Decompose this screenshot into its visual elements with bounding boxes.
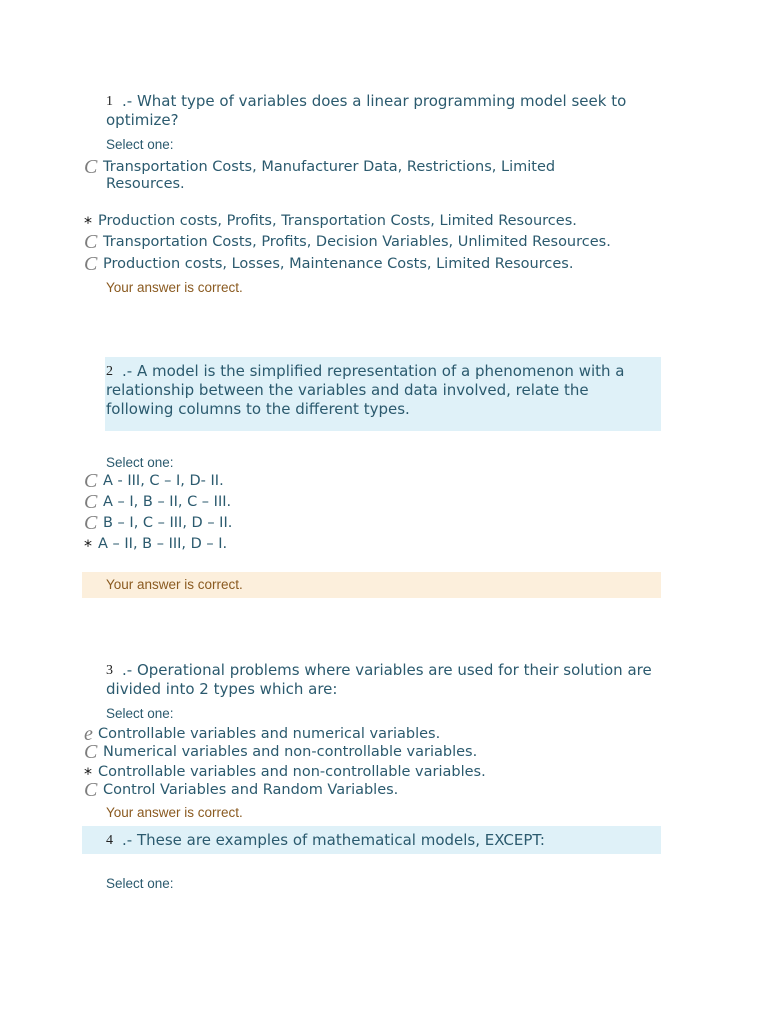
question-4-select-label: Select one: [106,876,174,891]
unselected-radio-icon[interactable]: C [84,253,98,275]
question-3-feedback: Your answer is correct. [106,805,243,820]
unselected-radio-icon[interactable]: e [84,723,93,745]
question-2-option-3-text: B – I, C – III, D – II. [103,515,233,531]
question-1-number: 1 [106,94,113,109]
question-1-option-3-text: Transportation Costs, Profits, Decision Variables, Unlimited Resources. [103,234,611,250]
question-2-option-2-text: A – I, B – II, C – III. [103,494,232,510]
unselected-radio-icon[interactable]: C [84,512,98,534]
question-2-select-label: Select one: [106,455,174,470]
question-1-feedback: Your answer is correct. [106,280,243,295]
question-3-option-3-text: Controllable variables and non-controllable variables. [98,764,486,780]
unselected-radio-icon[interactable]: C [84,491,98,513]
selected-answer-icon[interactable]: * [84,213,92,232]
question-3-option-4-text: Control Variables and Random Variables. [103,782,399,798]
unselected-radio-icon[interactable]: C [84,470,98,492]
question-1 [0,0,768,300]
question-1-text: .- What type of variables does a linear programming model seek to optimize? [106,92,627,129]
selected-answer-icon[interactable]: * [84,536,92,555]
question-3-number: 3 [106,663,113,678]
unselected-radio-icon[interactable]: C [84,779,98,801]
question-1-option-4-text: Production costs, Losses, Maintenance Costs, Limited Resources. [103,256,574,272]
question-2-feedback: Your answer is correct. [106,577,243,592]
question-1-option-1-text: Transportation Costs, Manufacturer Data, Restrictions, Limited Resources. [103,159,556,192]
question-3-option-1-text: Controllable variables and numerical variables. [98,726,441,742]
unselected-radio-icon[interactable]: C [84,156,98,178]
selected-answer-icon[interactable]: * [84,764,92,783]
question-1-select-label: Select one: [106,137,174,152]
unselected-radio-icon[interactable]: C [84,231,98,253]
question-4-number: 4 [106,833,113,848]
question-3-option-2-text: Numerical variables and non-controllable variables. [103,744,478,760]
question-3-select-label: Select one: [106,706,174,721]
question-3-text: .- Operational problems where variables are used for their solution are divided into 2 types which are: [106,661,652,698]
question-2-number: 2 [106,364,113,379]
question-2-option-1-text: A - III, C – I, D- II. [103,473,224,489]
question-4-text: .- These are examples of mathematical models, EXCEPT: [122,831,545,849]
unselected-radio-icon[interactable]: C [84,741,98,763]
question-1-option-2-text: Production costs, Profits, Transportation Costs, Limited Resources. [98,213,577,229]
question-2-text: .- A model is the simplified representation of a phenomenon with a relationship between the variables and data involved, relate the following columns to the different types. [106,362,625,418]
question-2-option-4-text: A – II, B – III, D – I. [98,536,228,552]
